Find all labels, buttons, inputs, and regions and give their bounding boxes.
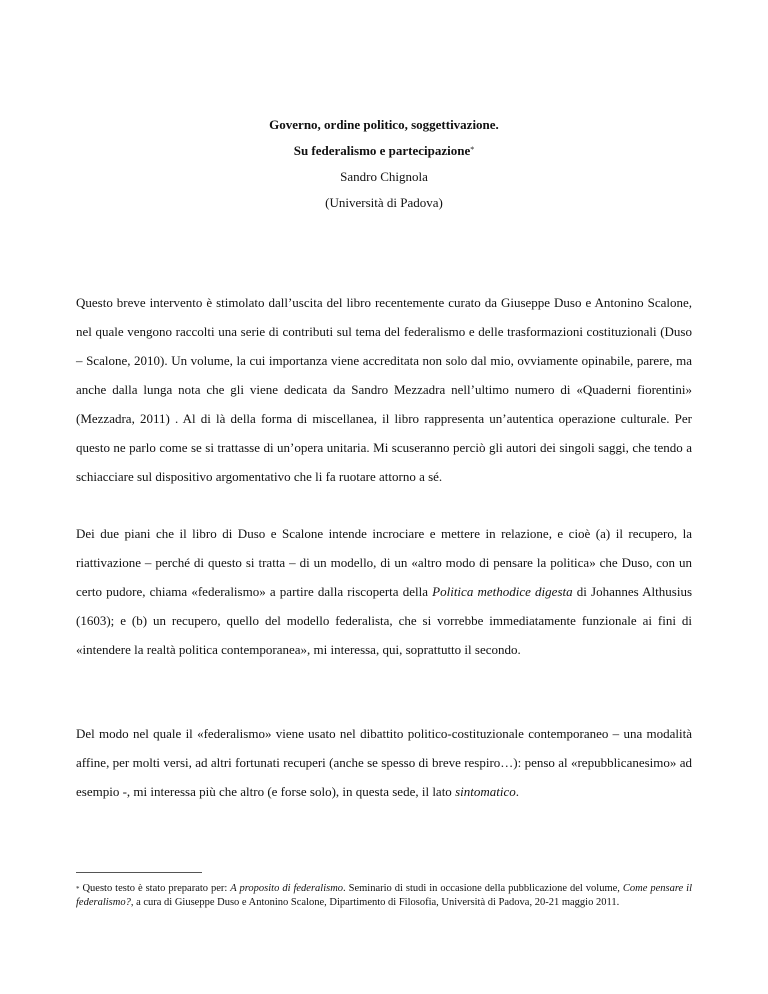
title-block [0,112,768,216]
title-line-2 [0,138,768,164]
paragraph-3-text-b: . [515,784,519,799]
author-affiliation: (Università di Padova) [325,195,443,210]
footnote-reference[interactable]: * [470,145,475,154]
paragraph-3 [76,719,692,806]
footnote-marker: * [76,885,80,893]
paragraph-2-text-b: di Johannes Althusius (1603); e (b) un recupero, quello del modello federalista, che si vorrebbe immediatamente funzionale ai fini di «intendere la realtà politica contemporanea», mi interessa, qui, soprattutto il secondo. [76,584,693,657]
footnote-italic-1: A proposito di federalismo [230,883,344,894]
paragraph-3-italic-word: sintomatico [455,784,516,799]
footnote-text-c: , a cura di Giuseppe Duso e Antonino Scalone, Dipartimento di Filosofia, Università di Padova, 20-21 maggio 2011. [130,897,620,908]
footnote-text-a: Questo testo è stato preparato per: [79,883,231,894]
author-name: Sandro Chignola [340,169,428,184]
footnote [76,882,692,910]
subtitle: Su federalismo e partecipazione [293,143,471,158]
paragraph-1: Questo breve intervento è stimolato dall’uscita del libro recentemente curato da Giuseppe Duso e Antonino Scalone, nel quale vengono raccolti una serie di contributi sul tema del federalismo e delle trasformazioni costituzionali (Duso – Scalone, 2010). Un volume, la cui importanza viene accreditata non solo dal mio, ovviamente opinabile, parere, ma anche dalla lunga nota che gli viene dedicata da Sandro Mezzadra nell’ultimo numero di «Quaderni fiorentini» (Mezzadra, 2011) . Al di là della forma di miscellanea, il libro rappresenta un’autentica operazione culturale. Per questo ne parlo come se si trattasse di un’opera unitaria. Mi scuseranno perciò gli autori dei singoli saggi, che tendo a schiacciare sul dispositivo argomentativo che li fa ruotare attorno a sé. [76,295,692,484]
footnote-italic-2: Come pensare il federalismo? [76,883,692,908]
footnote-separator [76,872,202,873]
paragraph-3-text-a: Del modo nel quale il «federalismo» viene usato nel dibattito politico-costituzionale contemporaneo – una modalità affine, per molti versi, ad altri fortunati recuperi (anche se spesso di breve respiro…): penso al «repubblicanesimo» ad esempio -, mi interessa più che altro (e forse solo), in questa sede, il lato [76,726,692,799]
paragraph-2-text-a: Dei due piani che il libro di Duso e Scalone intende incrociare e mettere in relazione, e cioè (a) il recupero, la riattivazione – perché di questo si tratta – di un modello, di un «altro modo di pensare la politica» che Duso, con un certo pudore, chiama «federalismo» a partire dalla riscoperta della [76,526,692,599]
paragraph-2-italic-title: Politica methodice digesta [432,584,573,599]
title-line-1: Governo, ordine politico, soggettivazione. [269,117,499,132]
footnote-text-b: . Seminario di studi in occasione della pubblicazione del volume, [343,883,623,894]
paragraph-2 [76,519,692,664]
